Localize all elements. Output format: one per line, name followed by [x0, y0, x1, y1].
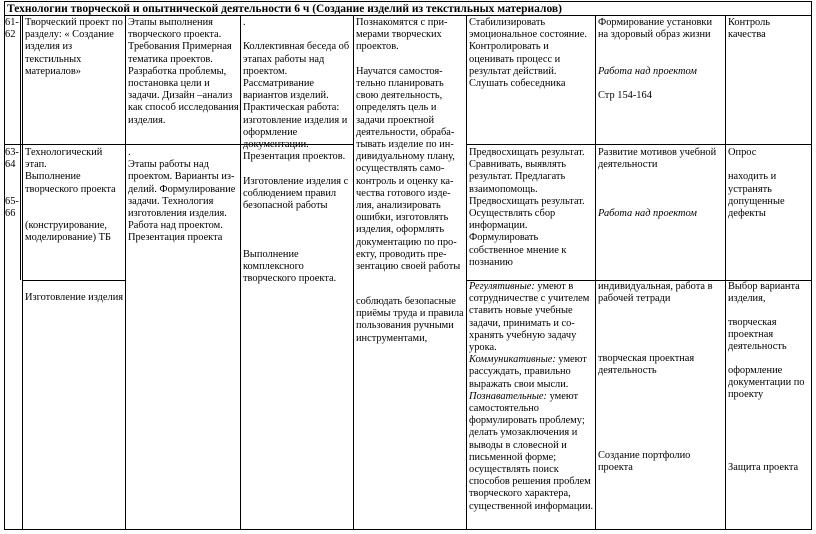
personal-note: Работа над проектом: [598, 66, 697, 77]
control-type: творческая проектная деятельность: [728, 317, 787, 353]
uud-regulatory-label: Регулятивные:: [469, 281, 535, 292]
uud-results: Предвосхищать результат. Сравнивать, выявлять результат. Предлагать взаимопомощь. Предвосхищать результат. Осуществлять сбор информации. Формулировать собственное мнение к познанию: [469, 147, 585, 268]
personal-results: Формирование установки на здоровый образ жизни: [598, 17, 713, 41]
textbook-pages: Стр 154-164: [598, 90, 652, 101]
control-type: Опрос находить и устранять допущенные дефекты: [728, 147, 785, 220]
uud-cognitive-text: умеют самостоятельно формулировать проблему; делать умозаключения и выводы в словесной и письменной форме; осуществлять поиск способов решения проблем творческого характера, существенной информации.: [469, 390, 594, 512]
control-type: Контроль качества: [728, 17, 771, 41]
uud-communicative-text: умеют рассуждать, правильно выражать свои мысли.: [469, 354, 587, 390]
lesson-number: 63- 64 65- 66: [5, 147, 19, 220]
control-type: Защита проекта: [728, 462, 799, 473]
subject-results: Познакомятся с при- мерами творческих проектов. Научатся самостоя- тельно планировать свою деятельность, определять цель и задачи проектной деятельности, обраба- тывать изделие по ин- дивидуальному плану, осуществлять само- контроль и оценку ка- чества готового изде- лия, анализировать ошибки, изготовлять изделия, оформлять документацию по про- екту, проводить пре- зентацию своей работы: [356, 17, 461, 273]
subject-results: соблюдать безопасные приёмы труда и правила пользования ручными инструментами,: [356, 296, 464, 344]
uud-results: Стабилизировать эмоциональное состояние. Контролировать и оценивать процесс и результат действий. Слушать собеседника: [469, 17, 587, 90]
personal-results: творческая проектная деятельность: [598, 353, 695, 377]
uud-cognitive-label: Познавательные:: [469, 390, 547, 402]
personal-results: Развитие мотивов учебной деятельности: [598, 147, 717, 171]
uud-communicative-label: Коммуникативные:: [469, 354, 556, 366]
control-type: Выбор варианта изделия,: [728, 281, 800, 305]
lesson-topic: Изготовление изделия: [25, 292, 124, 303]
section-title: Технологии творческой и опытнической деятельности 6 ч (Создание изделий из текстильных материалов): [4, 1, 812, 15]
lesson-topic: Технологический этап. Выполнение творческого проекта (конструирование, моделирование) ТБ: [25, 147, 116, 244]
personal-results: индивидуальная, работа в рабочей тетради: [598, 281, 713, 305]
lesson-content: Этапы выполнения творческого проекта. Требования Примерная тематика проектов. Разработка проблемы, постановка цели и задачи. Дизайн –анализ как способ исследования изделия.: [128, 17, 239, 126]
student-activity: . Коллективная беседа об этапах работы над проектом. Рассматривание вариантов изделий. Практическая работа: изготовление изделия и оформление документации. Презентация проектов. Изготовление изделия с соблюдением правил безопасной работы Выполнение комплексного творческого проекта.: [243, 17, 350, 285]
lesson-topic: Творческий проект по разделу: « Создание изделия из текстильных материалов»: [25, 17, 123, 77]
lesson-number: 61- 62: [5, 17, 19, 41]
control-type: оформление документации по проекту: [728, 365, 805, 401]
uud-regulatory-text: умеют в сотрудничестве с учителем ставить новые учебные задачи, принимать и со- хранять учебную задачу урока.: [469, 281, 590, 354]
uud-results: [469, 281, 594, 529]
personal-results: Создание портфолио проекта: [598, 450, 691, 474]
personal-note: Работа над проектом: [598, 208, 697, 219]
lesson-content: . Этапы работы над проектом. Варианты из- делий. Формулирование задачи. Технология изготовления изделия. Работа над проектом. Презентация проекта: [128, 147, 236, 244]
lesson-plan-table: [4, 15, 812, 530]
